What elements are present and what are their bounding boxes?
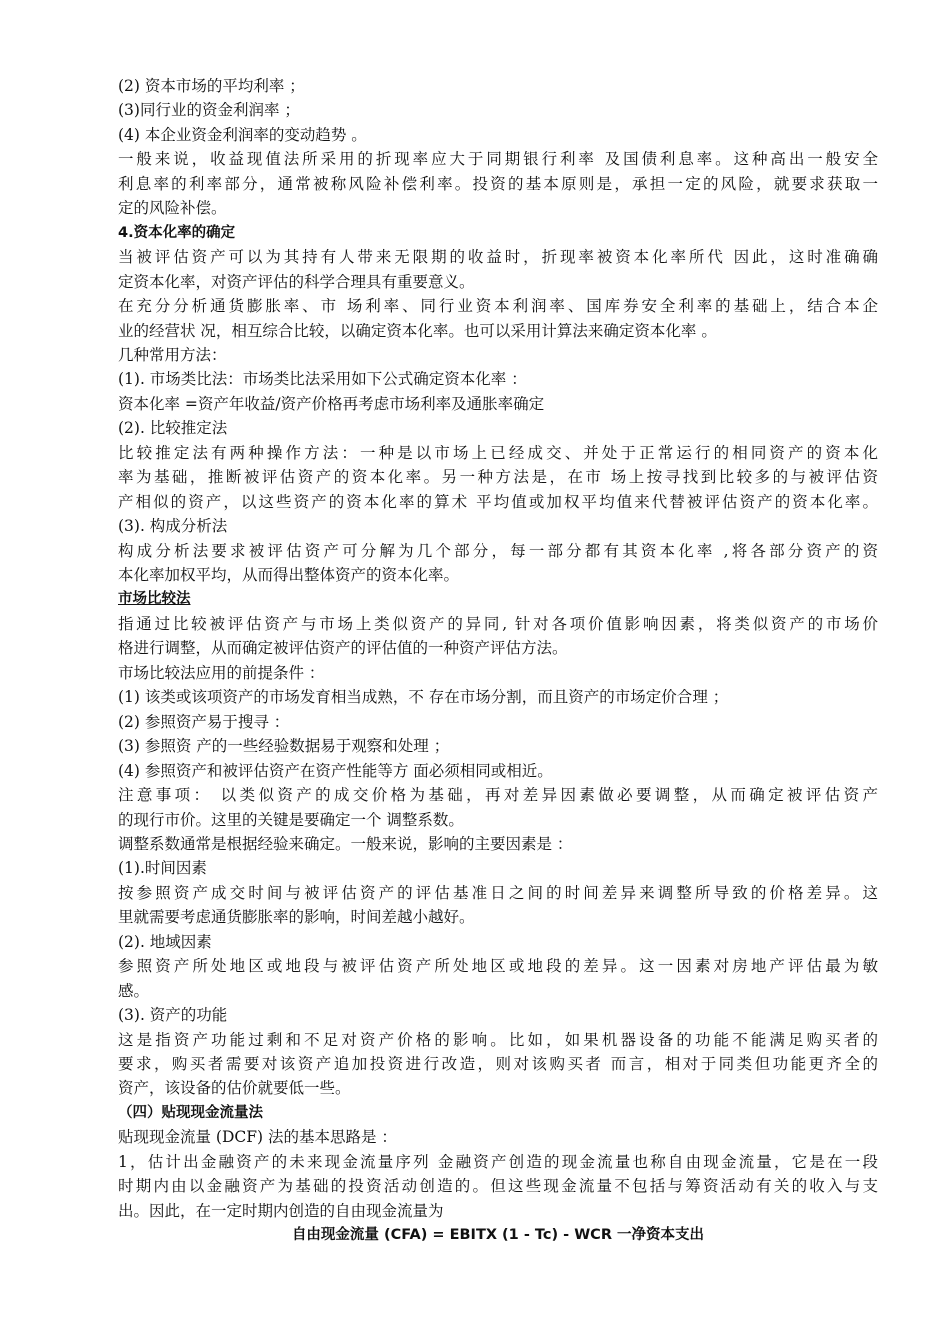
text-line: 按参照资产成交时间与被评估资产的评估基准日之间的时间差异来调整所导致的价格差异。这: [118, 883, 878, 902]
text-line: (1).时间因素: [118, 859, 207, 878]
text-line: (3). 资产的功能: [118, 1006, 228, 1025]
text-line: 里就需要考虑通货膨胀率的影响，时间差越小越好。: [118, 908, 475, 927]
text-line: (3)同行业的资金利润率 ；: [118, 101, 300, 120]
text-line: 出。因此，在一定时期内创造的自由现金流量为: [118, 1201, 444, 1220]
text-line: 指通过比较被评估资产与市场上类似资产的异同, 针对各项价值影响因素，将类似资产的市场价: [118, 614, 878, 633]
text-line: 格进行调整，从而确定被评估资产的评估值的一种资产评估方法。: [118, 639, 568, 658]
text-line: 业的经营状 况，相互综合比较，以确定资本化率。也可以采用计算法来确定资本化率 。: [118, 321, 717, 340]
text-line: 感。: [118, 981, 150, 1000]
text-line: 构成分析法要求被评估资产可分解为几个部分，每一部分都有其资本化率 ,将各部分资产的资: [118, 541, 878, 560]
text-line: 资产，该设备的估价就要低一些。: [118, 1079, 351, 1098]
text-line: 贴现现金流量 (DCF) 法的基本思路是 ：: [118, 1128, 397, 1147]
text-line: 率为基础，推断被评估资产的资本化率。另一种方法是，在市 场上按寻找到比较多的与被评估资: [118, 468, 878, 487]
text-line: 本化率加权平均，从而得出整体资产的资本化率。: [118, 566, 460, 584]
text-line: (2). 地域因素: [118, 932, 212, 951]
text-line: 注意事项： 以类似资产的成交价格为基础，再对差异因素做必要调整，从而确定被评估资产: [118, 786, 878, 805]
text-line: (3). 构成分析法: [118, 517, 228, 536]
text-line: (2) 参照资产易于搜寻 ：: [118, 712, 290, 731]
text-line: 要求，购买者需要对该资产追加投资进行改造，则对该购买者 而言，相对于同类但功能更齐全的: [118, 1055, 878, 1073]
text-line: 在充分分析通货膨胀率、市 场利率、同行业资本利润率、国库券安全利率的基础上，结合本企: [118, 297, 878, 316]
text-line: 利息率的利率部分，通常被称风险补偿利率。投资的基本原则是，承担一定的风险，就要求获取一: [118, 174, 878, 193]
text-line: 时期内由以金融资产为基础的投资活动创造的。但这些现金流量不包括与筹资活动有关的收入与支: [118, 1177, 878, 1196]
text-line: 定的风险补偿。: [118, 199, 227, 218]
text-line: 的现行市价。这里的关键是要确定一个 调整系数。: [118, 810, 464, 829]
text-line: 几种常用方法：: [118, 345, 227, 364]
text-line: 这是指资产功能过剩和不足对资产价格的影响。比如，如果机器设备的功能不能满足购买者的: [118, 1030, 878, 1049]
text-line: 当被评估资产可以为其持有人带来无限期的收益时，折现率被资本化率所代 因此，这时准确确: [118, 248, 878, 267]
text-line: (1) 该类或该项资产的市场发育相当成熟，不 存在市场分割，而且资产的市场定价合理 ；: [118, 688, 729, 707]
section-heading: 市场比较法: [118, 591, 191, 608]
text-line: 调整系数通常是根据经验来确定。一般来说，影响的主要因素是 ：: [118, 834, 573, 853]
text-line: (4) 本企业资金利润率的变动趋势 。: [118, 125, 367, 144]
section-heading: 4.资本化率的确定: [118, 224, 236, 241]
section-heading: 自由现金流量 (CFA) = EBITX (1 - Tc) - WCR 一净资本支出: [291, 1227, 705, 1244]
text-line: (1). 市场类比法：市场类比法采用如下公式确定资本化率 ：: [118, 370, 527, 389]
text-line: 市场比较法应用的前提条件 ：: [118, 663, 325, 682]
text-line: (2). 比较推定法: [118, 419, 228, 438]
text-line: 1，估计出金融资产的未来现金流量序列 金融资产创造的现金流量也称自由现金流量，它是在一段: [118, 1152, 878, 1171]
text-line: (3) 参照资 产的一些经验数据易于观察和处理 ；: [118, 737, 450, 756]
text-line: 参照资产所处地区或地段与被评估资产所处地区或地段的差异。这一因素对房地产评估最为敏: [118, 957, 878, 976]
text-line: 产相似的资产，以这些资产的资本化率的算术 平均值或加权平均值来代替被评估资产的资本化率。: [118, 492, 878, 511]
text-line: 一般来说，收益现值法所采用的折现率应大于同期银行利率 及国债利息率。这种高出一般安全: [118, 150, 878, 169]
text-line: 比较推定法有两种操作方法：一种是以市场上已经成交、并处于正常运行的相同资产的资本化: [118, 443, 878, 462]
text-line: (4) 参照资产和被评估资产在资产性能等方 面必须相同或相近。: [118, 761, 553, 780]
text-line: (2) 资本市场的平均利率 ；: [118, 77, 305, 95]
text-line: 定资本化率，对资产评估的科学合理具有重要意义。: [118, 272, 475, 291]
text-line: 资本化率 =资产年收益/资产价格再考虑市场利率及通胀率确定: [118, 394, 545, 413]
section-heading: （四）贴现现金流量法: [118, 1104, 263, 1121]
